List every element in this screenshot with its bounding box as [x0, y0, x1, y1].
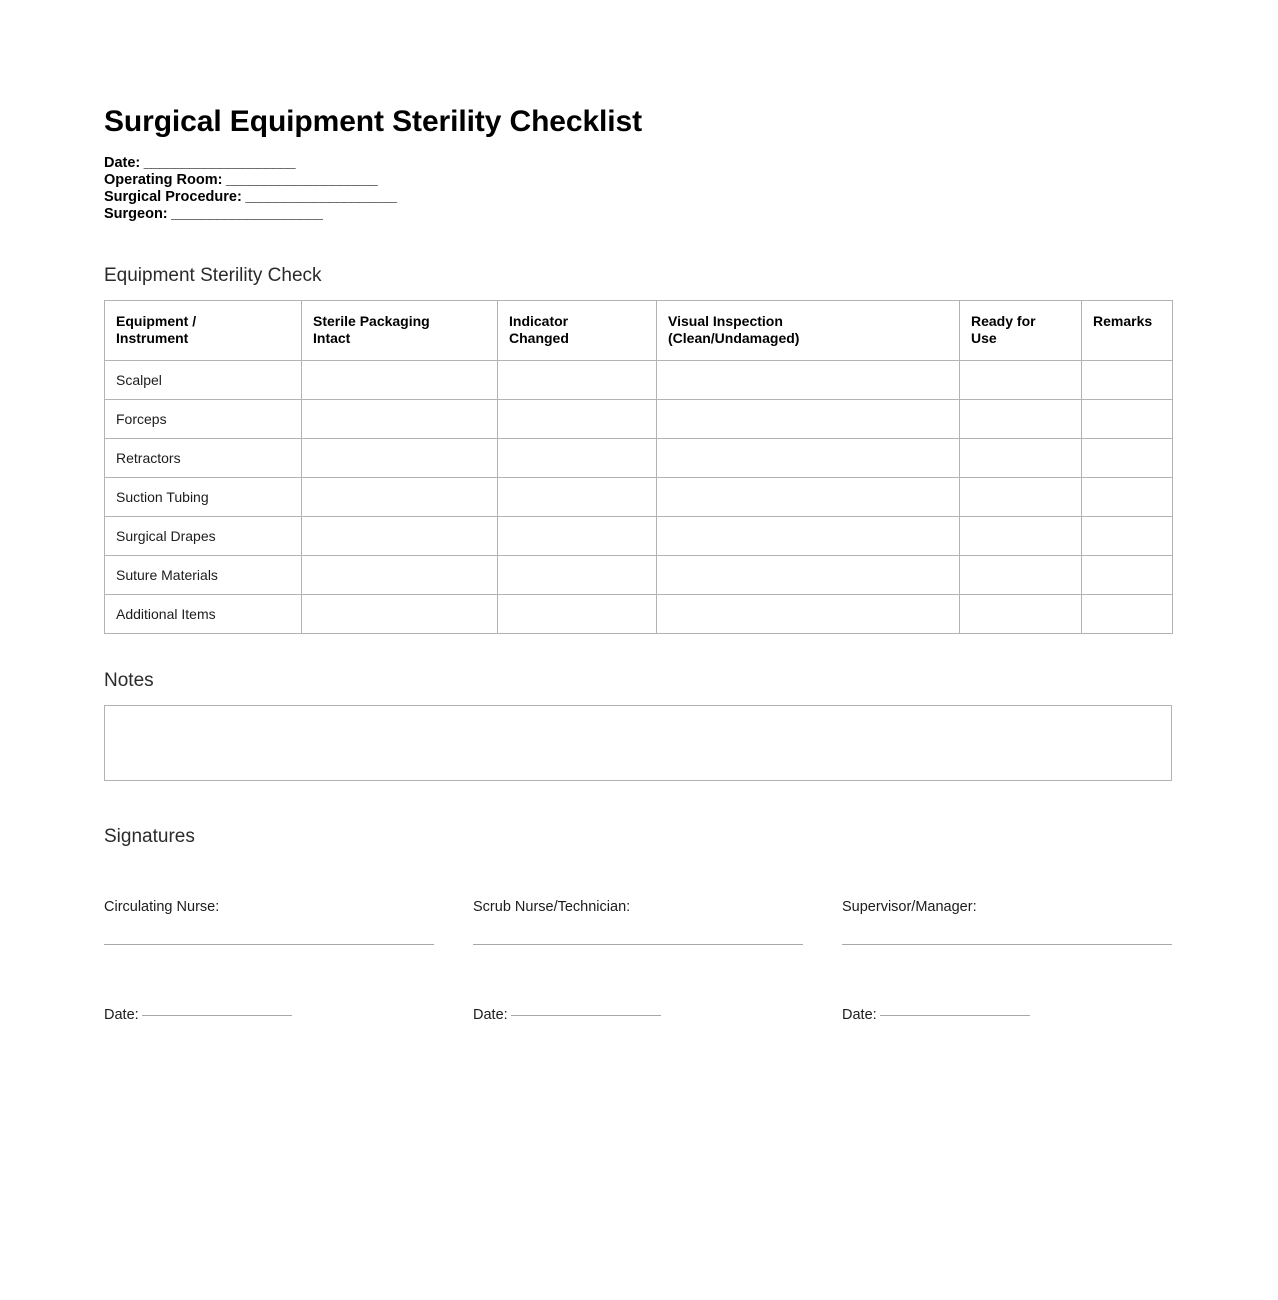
cell-ready-for-use[interactable]: [960, 400, 1082, 439]
cell-indicator-changed[interactable]: [498, 556, 657, 595]
table-header-row: [105, 301, 1173, 361]
signature-block-scrub-nurse: [473, 899, 803, 945]
meta-field-date[interactable]: [104, 155, 1172, 172]
cell-indicator-changed[interactable]: [498, 361, 657, 400]
document-content: [104, 0, 1172, 1024]
column-header-remarks-line1: Remarks: [1093, 313, 1153, 329]
signature-date-scrub-nurse: [473, 1007, 803, 1024]
cell-ready-for-use[interactable]: [960, 556, 1082, 595]
signature-line-circulating-nurse[interactable]: [104, 943, 434, 945]
column-header-ready-for-use-line2: Use: [971, 330, 997, 346]
signature-line-supervisor[interactable]: [842, 943, 1172, 945]
cell-equipment: Forceps: [105, 400, 302, 439]
table-row: [105, 595, 1173, 634]
cell-remarks[interactable]: [1082, 517, 1173, 556]
cell-equipment: Scalpel: [105, 361, 302, 400]
cell-ready-for-use[interactable]: [960, 478, 1082, 517]
cell-indicator-changed[interactable]: [498, 478, 657, 517]
cell-remarks[interactable]: [1082, 556, 1173, 595]
cell-ready-for-use[interactable]: [960, 517, 1082, 556]
section-heading-signatures: Signatures: [104, 826, 195, 847]
cell-equipment: Suture Materials: [105, 556, 302, 595]
signature-date-label-scrub-nurse: Date:: [473, 1007, 508, 1023]
cell-equipment: Additional Items: [105, 595, 302, 634]
cell-indicator-changed[interactable]: [498, 439, 657, 478]
notes-input[interactable]: [104, 705, 1172, 781]
cell-indicator-changed[interactable]: [498, 595, 657, 634]
page-title: Surgical Equipment Sterility Checklist: [104, 105, 643, 138]
signature-block-circulating-nurse: [104, 899, 434, 945]
column-header-remarks: [1082, 301, 1173, 361]
signature-labels-row: [104, 899, 1172, 945]
meta-field-operating-room-label: Operating Room:: [104, 172, 223, 188]
cell-remarks[interactable]: [1082, 595, 1173, 634]
column-header-equipment: [105, 301, 302, 361]
meta-field-surgical-procedure-rule: ____________________: [241, 189, 397, 205]
cell-sterile-packaging-intact[interactable]: [302, 556, 498, 595]
cell-visual-inspection[interactable]: [657, 517, 960, 556]
cell-ready-for-use[interactable]: [960, 361, 1082, 400]
table-row: [105, 400, 1173, 439]
cell-sterile-packaging-intact[interactable]: [302, 439, 498, 478]
signature-label-supervisor: Supervisor/Manager:: [842, 899, 977, 915]
table-row: [105, 439, 1173, 478]
column-header-visual-inspection-line1: Visual Inspection: [668, 313, 783, 329]
signature-date-line-supervisor[interactable]: [880, 1014, 1030, 1016]
section-heading-equipment: Equipment Sterility Check: [104, 265, 322, 286]
column-header-equipment-line2: Instrument: [116, 330, 189, 346]
cell-visual-inspection[interactable]: [657, 400, 960, 439]
meta-field-operating-room[interactable]: [104, 172, 1172, 189]
meta-field-surgeon-label: Surgeon:: [104, 206, 168, 222]
cell-remarks[interactable]: [1082, 478, 1173, 517]
cell-ready-for-use[interactable]: [960, 595, 1082, 634]
cell-visual-inspection[interactable]: [657, 361, 960, 400]
signature-label-scrub-nurse: Scrub Nurse/Technician:: [473, 899, 631, 915]
cell-sterile-packaging-intact[interactable]: [302, 595, 498, 634]
cell-ready-for-use[interactable]: [960, 439, 1082, 478]
table-row: [105, 478, 1173, 517]
cell-sterile-packaging-intact[interactable]: [302, 361, 498, 400]
column-header-indicator-changed-line1: Indicator: [509, 313, 569, 329]
cell-sterile-packaging-intact[interactable]: [302, 478, 498, 517]
signature-date-label-circulating-nurse: Date:: [104, 1007, 139, 1023]
document-meta-fields: [104, 155, 1172, 223]
column-header-visual-inspection-line2: (Clean/Undamaged): [668, 330, 800, 346]
signature-dates-row: [104, 1007, 1172, 1024]
cell-visual-inspection[interactable]: [657, 478, 960, 517]
column-header-indicator-changed: [498, 301, 657, 361]
signature-block-supervisor: [842, 899, 1172, 945]
signature-date-label-supervisor: Date:: [842, 1007, 877, 1023]
cell-indicator-changed[interactable]: [498, 517, 657, 556]
cell-equipment: Suction Tubing: [105, 478, 302, 517]
cell-equipment: Retractors: [105, 439, 302, 478]
column-header-ready-for-use: [960, 301, 1082, 361]
signature-date-circulating-nurse: [104, 1007, 434, 1024]
meta-field-surgeon-rule: ____________________: [167, 206, 323, 222]
signature-date-supervisor: [842, 1007, 1172, 1024]
cell-visual-inspection[interactable]: [657, 439, 960, 478]
table-row: [105, 556, 1173, 595]
meta-field-operating-room-rule: ____________________: [222, 172, 378, 188]
cell-equipment: Surgical Drapes: [105, 517, 302, 556]
table-row: [105, 517, 1173, 556]
cell-visual-inspection[interactable]: [657, 556, 960, 595]
meta-field-date-rule: ____________________: [140, 155, 296, 171]
section-heading-notes: Notes: [104, 670, 154, 691]
cell-sterile-packaging-intact[interactable]: [302, 517, 498, 556]
meta-field-surgical-procedure[interactable]: [104, 189, 1172, 206]
cell-indicator-changed[interactable]: [498, 400, 657, 439]
column-header-sterile-packaging-line1: Sterile Packaging: [313, 313, 430, 329]
meta-field-surgeon[interactable]: [104, 206, 1172, 223]
cell-sterile-packaging-intact[interactable]: [302, 400, 498, 439]
cell-remarks[interactable]: [1082, 400, 1173, 439]
table-row: [105, 361, 1173, 400]
signature-date-line-circulating-nurse[interactable]: [142, 1014, 292, 1016]
column-header-sterile-packaging-line2: Intact: [313, 330, 351, 346]
column-header-equipment-line1: Equipment /: [116, 313, 197, 329]
signature-line-scrub-nurse[interactable]: [473, 943, 803, 945]
cell-remarks[interactable]: [1082, 439, 1173, 478]
cell-visual-inspection[interactable]: [657, 595, 960, 634]
column-header-indicator-changed-line2: Changed: [509, 330, 569, 346]
cell-remarks[interactable]: [1082, 361, 1173, 400]
signature-label-circulating-nurse: Circulating Nurse:: [104, 899, 220, 915]
column-header-sterile-packaging: [302, 301, 498, 361]
column-header-visual-inspection: [657, 301, 960, 361]
column-header-ready-for-use-line1: Ready for: [971, 313, 1036, 329]
meta-field-date-label: Date:: [104, 155, 141, 171]
equipment-sterility-table: [104, 300, 1173, 634]
signature-date-line-scrub-nurse[interactable]: [511, 1014, 661, 1016]
meta-field-surgical-procedure-label: Surgical Procedure:: [104, 189, 242, 205]
